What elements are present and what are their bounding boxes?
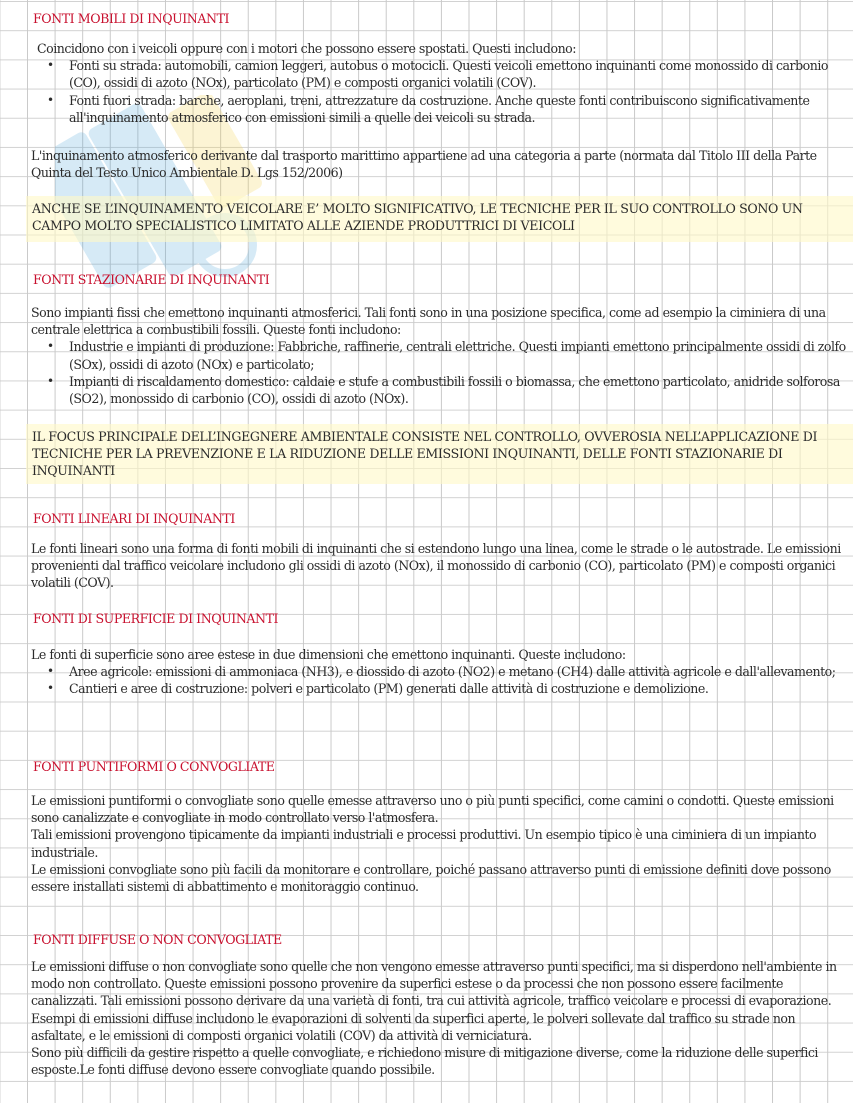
outro-text: L'inquinamento atmosferico derivante dal trasporto marittimo appartiene ad una categoria a parte (normata dal Titolo III della Parte Quinta del Testo Unico Ambientale D. Lgs 152/2006) [31, 148, 817, 181]
intro-text: Coincidono con i veicoli oppure con i motori che possono essere spostati. Questi includono: [37, 41, 577, 56]
intro-text: Le fonti di superficie sono aree estese in due dimensioni che emettono inquinanti. Queste includono: [31, 647, 626, 662]
paragraph: Sono più difficili da gestire rispetto a quelle convogliate, e richiedono misure di mitigazione diverse, come la riduzione delle superfici esposte.Le fonti diffuse devono essere convogliate quando possibile. [31, 1045, 818, 1078]
list-item: • Industrie e impianti di produzione: Fabbriche, raffinerie, centrali elettriche. Questi impianti emettono principalmente ossidi di zolfo (SOx), ossidi di azoto (NOx) e particolato; [69, 338, 846, 372]
section-body-fonti-puntiformi [31, 792, 846, 895]
highlight-note-veicolare: ANCHE SE L’INQUINAMENTO VEICOLARE E’ MOLTO SIGNIFICATIVO, LE TECNICHE PER IL SUO CONTROLLO SONO UN CAMPO MOLTO SPECIALISTICO LIMITATO ALLE AZIENDE PRODUTTRICI DI VEICOLI [26, 196, 853, 242]
list-item: • Aree agricole: emissioni di ammoniaca (NH3), e diossido di azoto (NO2) e metano (CH4) dalle attività agricole e dall'allevamento; [69, 663, 846, 680]
list-item: • Cantieri e aree di costruzione: polveri e particolato (PM) generati dalle attività di costruzione e demolizione. [69, 680, 846, 697]
section-heading-fonti-lineari: FONTI LINEARI DI INQUINANTI [33, 511, 235, 526]
bullet-list [31, 663, 846, 697]
list-item: • Fonti su strada: automobili, camion leggeri, autobus o motocicli. Questi veicoli emettono inquinanti come monossido di carbonio (CO), ossidi di azoto (NOx), particolato (PM) e composti organici volatili (COV). [69, 57, 852, 91]
list-item: • Fonti fuori strada: barche, aeroplani, treni, attrezzature da costruzione. Anche queste fonti contribuiscono significativamente all'inquinamento atmosferico con emissioni simili a quelle dei veicoli su strada. [69, 92, 852, 126]
bullet-list [31, 338, 846, 407]
section-heading-fonti-mobili: FONTI MOBILI DI INQUINANTI [33, 11, 230, 26]
section-heading-fonti-stazionarie: FONTI STAZIONARIE DI INQUINANTI [33, 272, 270, 287]
section-body-fonti-superficie [31, 646, 846, 698]
intro-text: Sono impianti fissi che emettono inquinanti atmosferici. Tali fonti sono in una posizione specifica, come ad esempio la ciminiera di una centrale elettrica a combustibili fossili. Queste fonti includono: [31, 305, 826, 338]
paragraph: Tali emissioni provengono tipicamente da impianti industriali e processi produttivi. Un esempio tipico è una ciminiera di un impianto industriale. [31, 827, 817, 860]
highlight-note-focus-principale: IL FOCUS PRINCIPALE DELL’INGEGNERE AMBIENTALE CONSISTE NEL CONTROLLO, OVVEROSIA NELL’APPLICAZIONE DI TECNICHE PER LA PREVENZIONE E LA RIDUZIONE DELLE EMISSIONI INQUINANTI, DELLE FONTI STAZIONARIE DI INQUINANTI [26, 424, 853, 484]
paragraph: Le emissioni puntiformi o convogliate sono quelle emesse attraverso uno o più punti specifici, come camini o condotti. Queste emissioni sono canalizzate e convogliate in modo controllato verso l'atmosfera. [31, 793, 834, 826]
section-heading-fonti-diffuse: FONTI DIFFUSE O NON CONVOGLIATE [33, 932, 282, 947]
paragraph: Le emissioni convogliate sono più facili da monitorare e controllare, poiché passano attraverso punti di emissione definiti dove possono essere installati sistemi di abbattimento e monitoraggio continuo. [31, 861, 831, 895]
list-item: • Impianti di riscaldamento domestico: caldaie e stufe a combustibili fossili o biomassa, che emettono particolato, anidride solforosa (SO2), monossido di carbonio (CO), ossidi di azoto (NOx). [69, 373, 846, 407]
section-body-fonti-stazionarie [31, 304, 846, 407]
section-body-fonti-mobili [37, 40, 852, 126]
section-heading-fonti-superficie: FONTI DI SUPERFICIE DI INQUINANTI [33, 611, 279, 626]
bullet-list [37, 57, 852, 126]
section-body-fonti-lineari: Le fonti lineari sono una forma di fonti mobili di inquinanti che si estendono lungo una linea, come le strade o le autostrade. Le emissioni provenienti dal traffico veicolare includono gli ossidi di azoto (NOx), il monossido di carbonio (CO), particolato (PM) e composti organici volatili (COV). [31, 541, 841, 591]
paragraph: Le emissioni diffuse o non convogliate sono quelle che non vengono emesse attraverso punti specifici, ma si disperdono nell'ambiente in modo non controllato. Queste emissioni possono provenire da superfici estese o da processi che non possono essere facilmente canalizzati. Tali emissioni possono derivare da una varietà di fonti, tra cui attività agricole, traffico veicolare e processi di evaporazione. Esempi di emissioni diffuse includono le evaporazioni di solventi da superfici aperte, le polveri sollevate dal traffico su strade non asfaltate, e le emissioni di composti organici volatili (COV) da attività di verniciatura. [31, 959, 837, 1043]
section-heading-fonti-puntiformi: FONTI PUNTIFORMI O CONVOGLIATE [33, 759, 275, 774]
section-body-fonti-diffuse [31, 958, 846, 1078]
